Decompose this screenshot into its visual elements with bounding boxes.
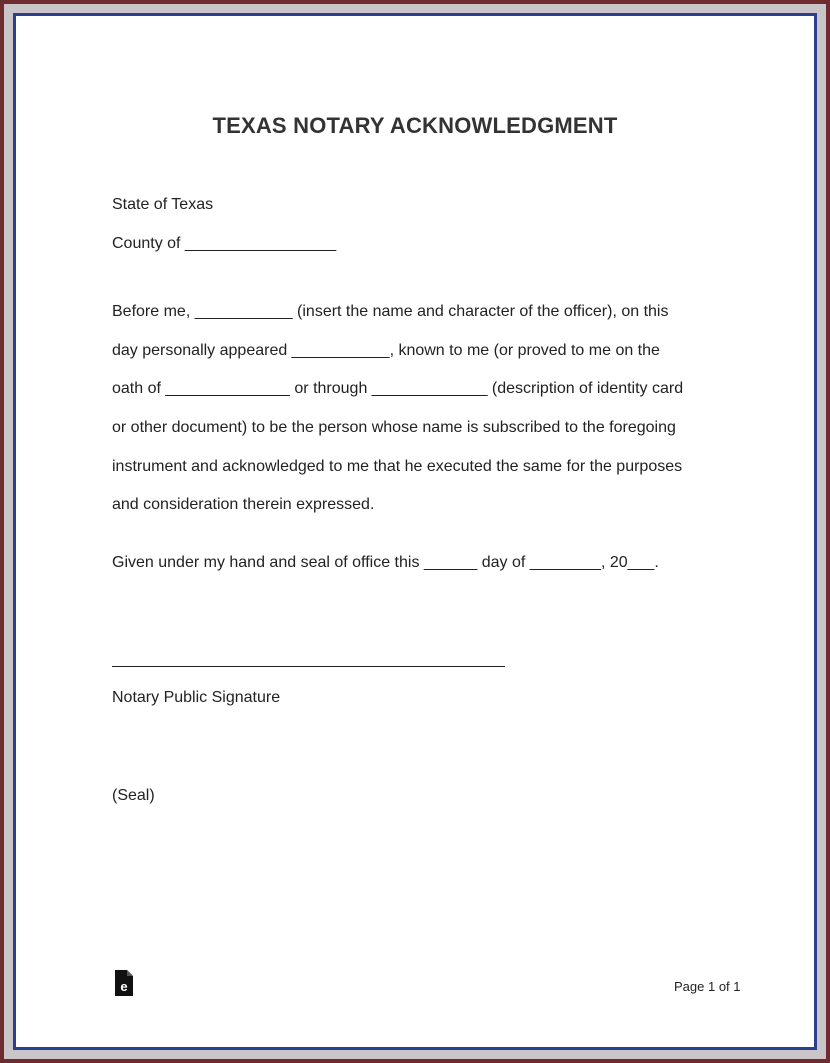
county-line: County of _________________ xyxy=(112,235,337,252)
body-line: day personally appeared ___________, known to me (or proved to me on the xyxy=(112,342,660,359)
body-line: or other document) to be the person whose name is subscribed to the foregoing xyxy=(112,419,676,436)
body-line: and consideration therein expressed. xyxy=(112,496,375,513)
state-line: State of Texas xyxy=(112,196,214,213)
logo-letter: e xyxy=(120,979,128,994)
signature-label: Notary Public Signature xyxy=(112,689,281,706)
document-page xyxy=(16,16,814,1047)
seal-label: (Seal) xyxy=(112,787,155,804)
given-line: Given under my hand and seal of office this ______ day of ________, 20___. xyxy=(112,554,659,571)
body-line: Before me, ___________ (insert the name and character of the officer), on this xyxy=(112,303,669,320)
body-line: instrument and acknowledged to me that he executed the same for the purposes xyxy=(112,458,683,475)
signature-line xyxy=(112,666,505,667)
page-number: Page 1 of 1 xyxy=(674,979,741,994)
body-line: oath of ______________ or through _____________ (description of identity card xyxy=(112,380,684,397)
document-logo-icon xyxy=(114,970,134,996)
document-title: TEXAS NOTARY ACKNOWLEDGMENT xyxy=(212,113,618,138)
